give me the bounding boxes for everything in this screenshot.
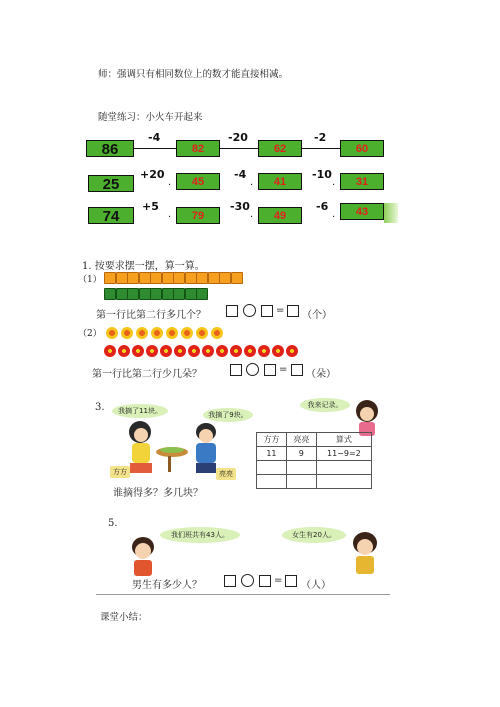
red-flower xyxy=(244,345,256,357)
orange-cube xyxy=(185,272,197,284)
ex1-q1-text: 第一行比第二行多几个？ xyxy=(96,310,206,321)
red-flower xyxy=(272,345,284,357)
ex1-title: 1. 按要求摆一摆，算一算。 xyxy=(82,261,205,272)
green-cube xyxy=(196,288,208,300)
operator-circle[interactable] xyxy=(246,363,259,376)
ex3-question: 谁摘得多？多几块？ xyxy=(113,488,203,499)
speech-bubble: 我来记录。 xyxy=(300,398,350,412)
orange-cube xyxy=(208,272,220,284)
answer-box[interactable] xyxy=(226,305,238,317)
ex5-question: 男生有多少人？ xyxy=(132,580,202,591)
orange-cube xyxy=(127,272,139,284)
yellow-flower xyxy=(151,327,163,339)
yellow-flower xyxy=(196,327,208,339)
operator-circle[interactable] xyxy=(241,574,254,587)
grass-decoration xyxy=(384,203,398,223)
table-header: 亮亮 xyxy=(286,433,316,447)
teacher-note: 师：强调只有相同数位上的数才能直接相减。 xyxy=(98,69,289,80)
orange-cube xyxy=(150,272,162,284)
table-header-row xyxy=(257,433,372,447)
table-row xyxy=(257,475,372,489)
green-cube xyxy=(162,288,174,300)
summary-title: 课堂小结： xyxy=(100,612,148,623)
train-answer-car: 62 xyxy=(258,140,302,157)
train-operation: +5 xyxy=(142,200,159,213)
train-answer-car: 60 xyxy=(340,140,384,157)
answer-box[interactable] xyxy=(291,364,303,376)
answer-box[interactable] xyxy=(285,575,297,587)
orange-cube xyxy=(173,272,185,284)
train-operation: -30 xyxy=(230,200,250,213)
speech-bubble: 我摘了9块。 xyxy=(203,408,253,422)
green-cube xyxy=(139,288,151,300)
yellow-flower xyxy=(121,327,133,339)
red-flower xyxy=(188,345,200,357)
orange-cube xyxy=(116,272,128,284)
answer-box[interactable] xyxy=(261,305,273,317)
table-cell: 11−9=2 xyxy=(316,447,371,461)
orange-cube xyxy=(139,272,151,284)
green-cube xyxy=(116,288,128,300)
boy-illustration xyxy=(128,536,158,576)
train-operation: -20 xyxy=(228,131,248,144)
equals-sign: = xyxy=(279,364,288,375)
train-answer-car: 79 xyxy=(176,207,220,224)
speech-bubble: 女生有20人。 xyxy=(282,527,346,543)
name-tag: 方方 xyxy=(110,466,130,478)
yellow-flower xyxy=(166,327,178,339)
train-answer-car: 31 xyxy=(340,173,384,190)
red-flower xyxy=(174,345,186,357)
train-operation: -4 xyxy=(148,131,161,144)
table-header: 算式 xyxy=(316,433,371,447)
answer-box[interactable] xyxy=(259,575,271,587)
record-table xyxy=(256,432,372,489)
orange-cube xyxy=(196,272,208,284)
train-start-car: 25 xyxy=(88,175,134,192)
train-operation: -6 xyxy=(316,200,329,213)
train-answer-car: 43 xyxy=(340,203,384,220)
red-flower xyxy=(146,345,158,357)
train-operation: -4 xyxy=(234,168,247,181)
train-start-car: 86 xyxy=(86,140,134,157)
answer-box[interactable] xyxy=(230,364,242,376)
green-cube xyxy=(104,288,116,300)
ex5-unit: （人） xyxy=(301,580,331,591)
green-cube xyxy=(185,288,197,300)
equals-sign: = xyxy=(274,575,283,586)
yellow-flower xyxy=(136,327,148,339)
yellow-flower xyxy=(106,327,118,339)
table-cell: 9 xyxy=(286,447,316,461)
red-flower xyxy=(202,345,214,357)
name-tag: 亮亮 xyxy=(216,468,236,480)
table-row xyxy=(257,447,372,461)
red-flower xyxy=(216,345,228,357)
train-answer-car: 45 xyxy=(176,173,220,190)
train-operation: -2 xyxy=(314,131,327,144)
green-cube xyxy=(173,288,185,300)
ex1-part1-label: （1） xyxy=(78,275,102,285)
train-start-car: 74 xyxy=(88,207,134,224)
orange-cube xyxy=(231,272,243,284)
orange-cube xyxy=(104,272,116,284)
train-answer-car: 41 xyxy=(258,173,302,190)
train-exercise: 86 -4 82 -20 62 -2 60 25 +20 . 45 -4 . 41 -10 . 31 74 +5 . 79 -30 . 49 -6 . 43 xyxy=(86,131,398,231)
train-operation: -10 xyxy=(312,168,332,181)
practice-title: 随堂练习：小火车开起来 xyxy=(98,112,203,123)
operator-circle[interactable] xyxy=(243,304,256,317)
red-flower xyxy=(160,345,172,357)
red-flower xyxy=(118,345,130,357)
ex5-number: 5. xyxy=(108,518,118,529)
answer-box[interactable] xyxy=(224,575,236,587)
ex1-q1-unit: （个） xyxy=(302,310,332,321)
speech-bubble: 我摘了11块。 xyxy=(112,404,168,418)
equals-sign: = xyxy=(276,305,285,316)
yellow-flower xyxy=(211,327,223,339)
yellow-flower xyxy=(181,327,193,339)
red-flower xyxy=(230,345,242,357)
green-cube xyxy=(150,288,162,300)
ex1-q2-text: 第一行比第二行少几朵？ xyxy=(92,369,202,380)
table-header: 方方 xyxy=(257,433,287,447)
girl-recorder-illustration xyxy=(354,400,380,436)
girl-illustration xyxy=(350,532,380,574)
red-flower xyxy=(132,345,144,357)
green-cube xyxy=(127,288,139,300)
page-edge-line xyxy=(96,594,390,595)
ex3-number: 3. xyxy=(95,402,105,413)
ex1-part2-label: （2） xyxy=(78,329,102,339)
train-answer-car: 49 xyxy=(258,207,302,224)
train-operation: +20 xyxy=(140,168,165,181)
orange-cube xyxy=(219,272,231,284)
table-cell: 11 xyxy=(257,447,287,461)
ex1-q2-unit: （朵） xyxy=(306,369,336,380)
answer-box[interactable] xyxy=(287,305,299,317)
red-flower xyxy=(286,345,298,357)
red-flower xyxy=(258,345,270,357)
train-answer-car: 82 xyxy=(176,140,220,157)
orange-cube xyxy=(162,272,174,284)
table-row xyxy=(257,461,372,475)
speech-bubble: 我们班共有43人。 xyxy=(160,527,240,543)
answer-box[interactable] xyxy=(264,364,276,376)
red-flower xyxy=(104,345,116,357)
